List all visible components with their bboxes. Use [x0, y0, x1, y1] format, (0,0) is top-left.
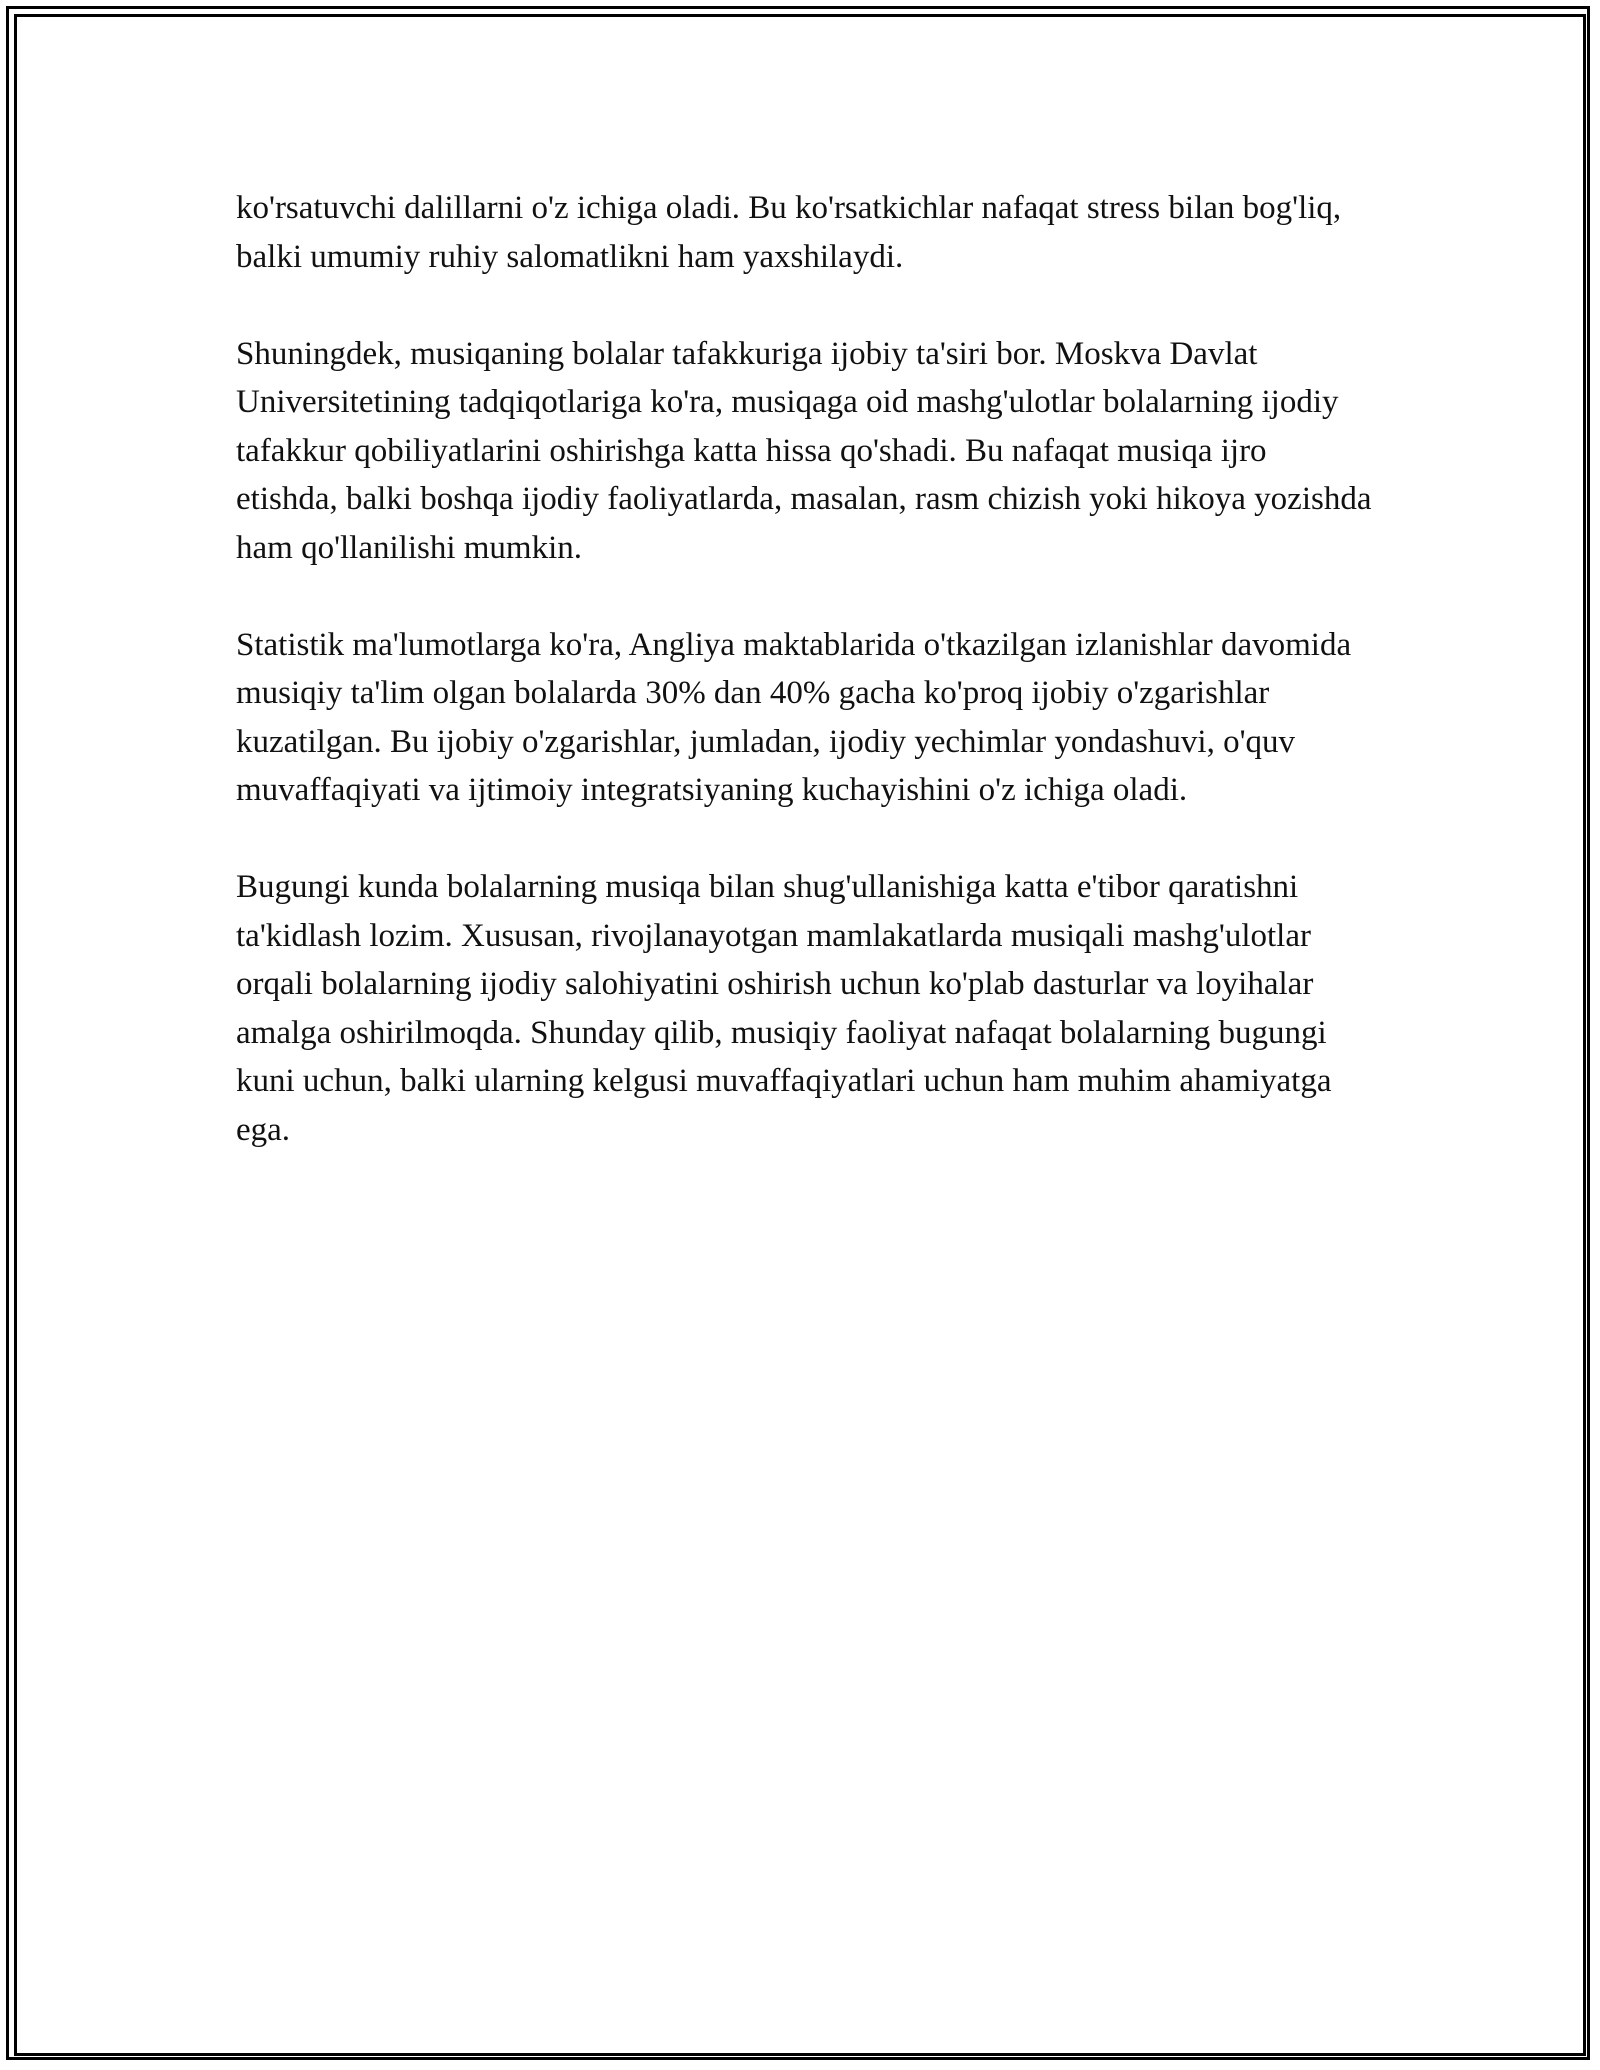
- document-body: [236, 184, 1376, 1203]
- paragraph-4: Bugungi kunda bolalarning musiqa bilan shug'ullanishiga katta e'tibor qaratishni ta'kidlash lozim. Xususan, rivojlanayotgan mamlakatlarda musiqali mashg'ulotlar orqali bolalarning ijodiy salohiyatini oshirish uchun ko'plab dasturlar va loyihalar amalga oshirilmoqda. Shunday qilib, musiqiy faoliyat nafaqat bolalarning bugungi kuni uchun, balki ularning kelgusi muvaffaqiyatlari uchun ham muhim ahamiyatga ega.: [236, 869, 1332, 1148]
- paragraph-2: Shuningdek, musiqaning bolalar tafakkuriga ijobiy ta'siri bor. Moskva Davlat Universitetining tadqiqotlariga ko'ra, musiqaga oid mashg'ulotlar bolalarning ijodiy tafakkur qobiliyatlarini oshirishga katta hissa qo'shadi. Bu nafaqat musiqa ijro etishda, balki boshqa ijodiy faoliyatlarda, masalan, rasm chizish yoki hikoya yozishda ham qo'llanilishi mumkin.: [236, 335, 1372, 566]
- paragraph-1: ko'rsatuvchi dalillarni o'z ichiga oladi. Bu ko'rsatkichlar nafaqat stress bilan bog'liq, balki umumiy ruhiy salomatlikni ham yaxshilaydi.: [236, 190, 1342, 275]
- paragraph-3: Statistik ma'lumotlarga ko'ra, Angliya maktablarida o'tkazilgan izlanishlar davomida musiqiy ta'lim olgan bolalarda 30% dan 40% gacha ko'proq ijobiy o'zgarishlar kuzatilgan. Bu ijobiy o'zgarishlar, jumladan, ijodiy yechimlar yondashuvi, o'quv muvaffaqiyati va ijtimoiy integratsiyaning kuchayishini o'z ichiga oladi.: [236, 626, 1352, 808]
